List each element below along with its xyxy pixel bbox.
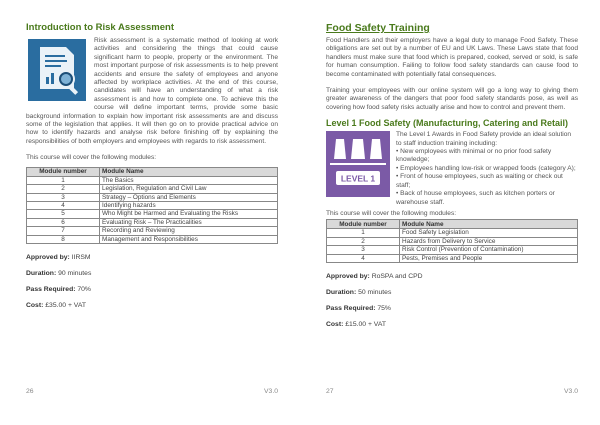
table-row [27,185,278,193]
module-number: 5 [27,210,100,218]
pass-required [26,286,278,293]
duration [326,289,578,296]
level-1-badge-icon [326,131,390,197]
report-magnifier-icon [26,37,88,103]
module-number: 3 [327,246,400,254]
cost-value: £15.00 + VAT [345,320,387,328]
pass-required [326,305,578,312]
pass-value: 75% [377,304,391,312]
pass-label: Pass Required: [26,285,76,293]
module-name: The Basics [100,176,278,184]
column-header-number: Module number [27,167,100,176]
pass-value: 70% [77,285,91,293]
module-number: 4 [27,201,100,209]
table-row [27,193,278,201]
page-title: Introduction to Risk Assessment [26,22,174,33]
table-row [27,218,278,226]
version-label: V3.0 [264,388,278,395]
module-name: Strategy – Options and Elements [100,193,278,201]
cost-label: Cost: [326,320,344,328]
table-row [27,201,278,209]
modules-intro: This course will cover the following modules: [326,209,457,217]
approved-by [326,273,578,280]
right-page [300,0,600,425]
modules-table [26,167,278,244]
module-name: Hazards from Delivery to Service [400,237,578,245]
cost [326,321,578,328]
approved-label: Approved by: [326,272,370,280]
module-name: Risk Control (Prevention of Contamination) [400,246,578,254]
table-row [327,229,578,237]
pass-label: Pass Required: [326,304,376,312]
duration-value: 90 minutes [58,269,92,277]
module-name: Recording and Reviewing [100,227,278,235]
page-title: Food Safety Training [326,22,430,34]
list-item: • Front of house employees, such as waiting or check out staff; [396,173,563,189]
module-number: 4 [327,254,400,262]
badge-text: LEVEL 1 [340,173,376,184]
intro-paragraph: Risk assessment is a systematic method of looking at work activities and considering the things that could cause significant harm to people, property or the environment. The most important purpose of risk assessments is to help prevent accidents and ensure the safety of employees and anyone affected by workplace activities. At the end of this course, candidates will have an understanding of what a risk assessment is and how to complete one. To achieve this the course will define important terms, provide some basic background information to explain how important risk assessments are and discuss some of the legislation that applies. It will then go on to provide practical advice on how to identify hazards and analyse risk before finishing off by explaining the responsibilities of both employers and employees with regards to risk assessment. [26,37,278,145]
table-row [27,227,278,235]
modules-table [326,219,578,263]
duration-label: Duration: [326,288,357,296]
module-number: 2 [327,237,400,245]
module-number: 1 [327,229,400,237]
table-row [27,235,278,243]
module-number: 1 [27,176,100,184]
table-row [327,246,578,254]
module-number: 7 [27,227,100,235]
module-name: Identifying hazards [100,201,278,209]
intro-paragraph: Food Handlers and their employers have a legal duty to manage Food Safety. These obligations are set out by a number of EU and UK Laws. These Laws state that food handlers must make sure that food which is prepared, cooked, served or sold, is safe for human consumption. Failing to follow food safety standards can cause food to become contaminated with potentially fatal consequences. [326,37,578,78]
version-label: V3.0 [564,388,578,395]
module-number: 2 [27,185,100,193]
training-paragraph: Training your employees with our online system will go a long way to giving them greater awareness of the dangers that poor food safety standards pose, as well as covering how food safety risks actually arise and how to control and prevent them. [326,87,578,111]
column-header-number: Module number [327,220,400,229]
cost-label: Cost: [26,301,44,309]
table-row [327,237,578,245]
level-intro: The Level 1 Awards in Food Safety provide an ideal solution to staff induction training including: [396,131,572,147]
duration-label: Duration: [26,269,57,277]
approved-value: IIRSM [71,253,91,261]
module-name: Legislation, Regulation and Civil Law [100,185,278,193]
module-number: 8 [27,235,100,243]
table-row [27,210,278,218]
module-name: Who Might be Harmed and Evaluating the Risks [100,210,278,218]
module-name: Food Safety Legislation [400,229,578,237]
module-name: Pests, Premises and People [400,254,578,262]
cost-value: £35.00 + VAT [45,301,87,309]
course-subtitle: Level 1 Food Safety (Manufacturing, Catering and Retail) [326,118,569,129]
column-header-name: Module Name [400,220,578,229]
table-row [27,176,278,184]
list-item: • New employees with minimal or no prior food safety knowledge; [396,148,552,164]
module-name: Evaluating Risk – The Practicalities [100,218,278,226]
module-number: 6 [27,218,100,226]
approved-value: RoSPA and CPD [371,272,423,280]
page-number: 27 [326,388,334,395]
list-item: • Back of house employees, such as kitchen porters or warehouse staff. [396,190,555,206]
module-name: Management and Responsibilities [100,235,278,243]
approved-label: Approved by: [26,253,70,261]
table-row [327,254,578,262]
list-item: • Employees handling low-risk or wrapped foods (category A); [396,164,576,172]
approved-by [26,254,278,261]
page-number: 26 [26,388,34,395]
duration [26,270,278,277]
cost [26,302,278,309]
column-header-name: Module Name [100,167,278,176]
duration-value: 50 minutes [358,288,392,296]
modules-intro: This course will cover the following modules: [26,154,157,162]
module-number: 3 [27,193,100,201]
